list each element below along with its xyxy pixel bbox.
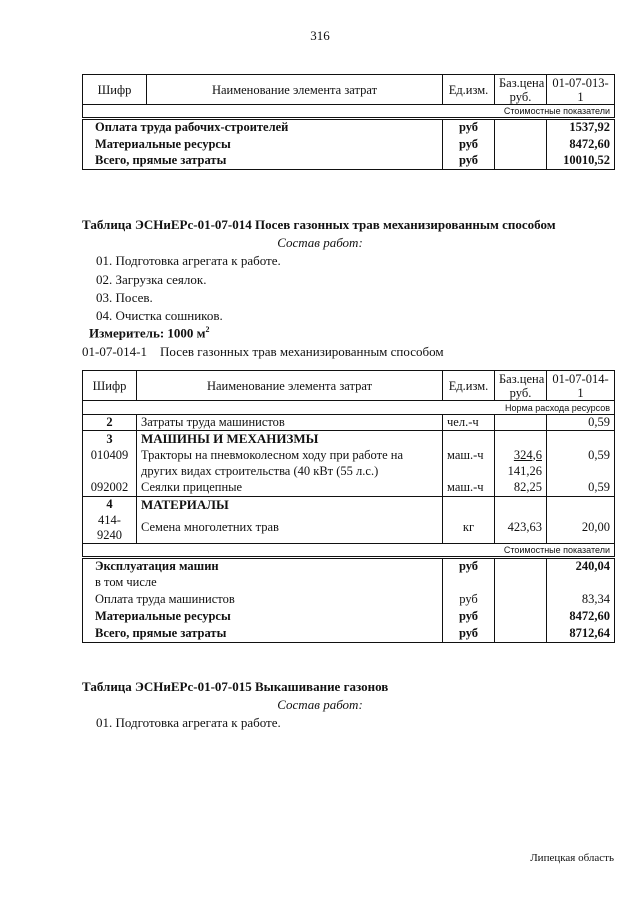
table-row	[83, 574, 615, 591]
cost-table-013	[82, 74, 615, 170]
table-row	[83, 608, 615, 625]
row-value: 20,00	[547, 513, 615, 544]
table-title-014: Таблица ЭСНиЕРс-01-07-014 Посев газонных трав механизированным способом	[82, 217, 556, 232]
header-name: Наименование элемента затрат	[137, 371, 443, 401]
work-item: 03. Посев.	[96, 290, 153, 305]
row-value: 240,04	[547, 557, 615, 574]
header-unit: Ед.изм.	[443, 75, 495, 105]
row-price-line2: 141,26	[495, 463, 547, 479]
table-row	[83, 447, 615, 463]
row-value: 8472,60	[547, 608, 615, 625]
header-base-price: Баз.цена руб.	[495, 75, 547, 105]
table-header	[83, 371, 615, 401]
row-unit: кг	[443, 513, 495, 544]
table-row	[83, 625, 615, 642]
subheader-row	[83, 543, 615, 557]
group-code: 4	[83, 496, 137, 513]
row-price	[495, 415, 547, 431]
table-row	[83, 153, 615, 170]
subheader-cost: Стоимостные показатели	[83, 543, 615, 557]
group-code: 3	[83, 431, 137, 448]
row-price: 82,25	[495, 479, 547, 496]
row-value: 10010,52	[547, 153, 615, 170]
row-value: 0,59	[547, 479, 615, 496]
row-value: 0,59	[547, 415, 615, 431]
row-unit: руб	[443, 153, 495, 170]
table-row-continued	[83, 463, 615, 479]
group-row	[83, 431, 615, 448]
row-unit: маш.-ч	[443, 447, 495, 463]
work-item: 02. Загрузка сеялок.	[96, 272, 207, 287]
row-name: Сеялки прицепные	[137, 479, 443, 496]
table-row	[83, 557, 615, 574]
row-code: 092002	[83, 479, 137, 496]
header-base-price: Баз.цена руб.	[495, 371, 547, 401]
row-name-line2: других видах строительства (40 кВт (55 л.с.)	[137, 463, 443, 479]
row-price: 423,63	[495, 513, 547, 544]
row-price	[495, 153, 547, 170]
row-unit: руб	[443, 625, 495, 642]
table-row	[83, 479, 615, 496]
meter-label: Измеритель: 1000 $м^2$	[89, 325, 210, 341]
header-rate: 01-07-013-1	[547, 75, 615, 105]
row-code: 414-9240	[83, 513, 137, 544]
row-name: Оплата труда машинистов	[83, 591, 443, 608]
table-row	[83, 136, 615, 153]
row-unit: руб	[443, 608, 495, 625]
work-item: 01. Подготовка агрегата к работе.	[96, 715, 281, 730]
row-code: 2	[83, 415, 137, 431]
row-price	[495, 119, 547, 136]
composition-title-015: Состав работ:	[277, 697, 363, 712]
header-name: Наименование элемента затрат	[147, 75, 443, 105]
row-unit: маш.-ч	[443, 479, 495, 496]
row-unit: руб	[443, 557, 495, 574]
table-row	[83, 513, 615, 544]
row-name: Тракторы на пневмоколесном ходу при работе на	[137, 447, 443, 463]
subheader-row	[83, 105, 615, 119]
row-name: Материальные ресурсы	[83, 608, 443, 625]
table-row	[83, 591, 615, 608]
row-unit: руб	[443, 119, 495, 136]
subheader-row	[83, 401, 615, 415]
header-rate: 01-07-014-1	[547, 371, 615, 401]
subheader-norm: Норма расхода ресурсов	[83, 401, 615, 415]
footer-region: Липецкая область	[530, 852, 614, 864]
row-unit	[443, 574, 495, 591]
row-name: Затраты труда машинистов	[137, 415, 443, 431]
table-title-015: Таблица ЭСНиЕРс-01-07-015 Выкашивание газонов	[82, 679, 389, 694]
row-price	[495, 136, 547, 153]
rate-code: 01-07-014-1	[82, 344, 147, 359]
subheader-cost: Стоимостные показатели	[83, 105, 615, 119]
row-value: 0,59	[547, 447, 615, 463]
row-name: Всего, прямые затраты	[83, 153, 443, 170]
composition-title-014: Состав работ:	[277, 235, 363, 250]
row-name: Оплата труда рабочих-строителей	[83, 119, 443, 136]
row-value: 8472,60	[547, 136, 615, 153]
work-item: 04. Очистка сошников.	[96, 308, 223, 323]
row-price: 324,6	[495, 447, 547, 463]
row-unit: руб	[443, 591, 495, 608]
cost-table-014	[82, 370, 615, 643]
row-name: в том числе	[83, 574, 443, 591]
rate-code-line	[82, 344, 444, 360]
row-unit: руб	[443, 136, 495, 153]
row-value: 1537,92	[547, 119, 615, 136]
row-value: 8712,64	[547, 625, 615, 642]
page-number: 316	[310, 28, 330, 43]
header-unit: Ед.изм.	[443, 371, 495, 401]
row-code: 010409	[83, 447, 137, 463]
group-name: МАТЕРИАЛЫ	[137, 496, 443, 513]
row-name: Всего, прямые затраты	[83, 625, 443, 642]
row-name: Материальные ресурсы	[83, 136, 443, 153]
work-item: 01. Подготовка агрегата к работе.	[96, 253, 281, 268]
row-name: Эксплуатация машин	[83, 557, 443, 574]
row-value: 83,34	[547, 591, 615, 608]
row-value	[547, 574, 615, 591]
header-code: Шифр	[83, 371, 137, 401]
group-row	[83, 496, 615, 513]
rate-description: Посев газонных трав механизированным способом	[160, 344, 444, 359]
table-header	[83, 75, 615, 105]
group-name: МАШИНЫ И МЕХАНИЗМЫ	[137, 431, 443, 448]
row-name: Семена многолетних трав	[137, 513, 443, 544]
table-row	[83, 119, 615, 136]
table-row	[83, 415, 615, 431]
row-unit: чел.-ч	[443, 415, 495, 431]
header-code: Шифр	[83, 75, 147, 105]
